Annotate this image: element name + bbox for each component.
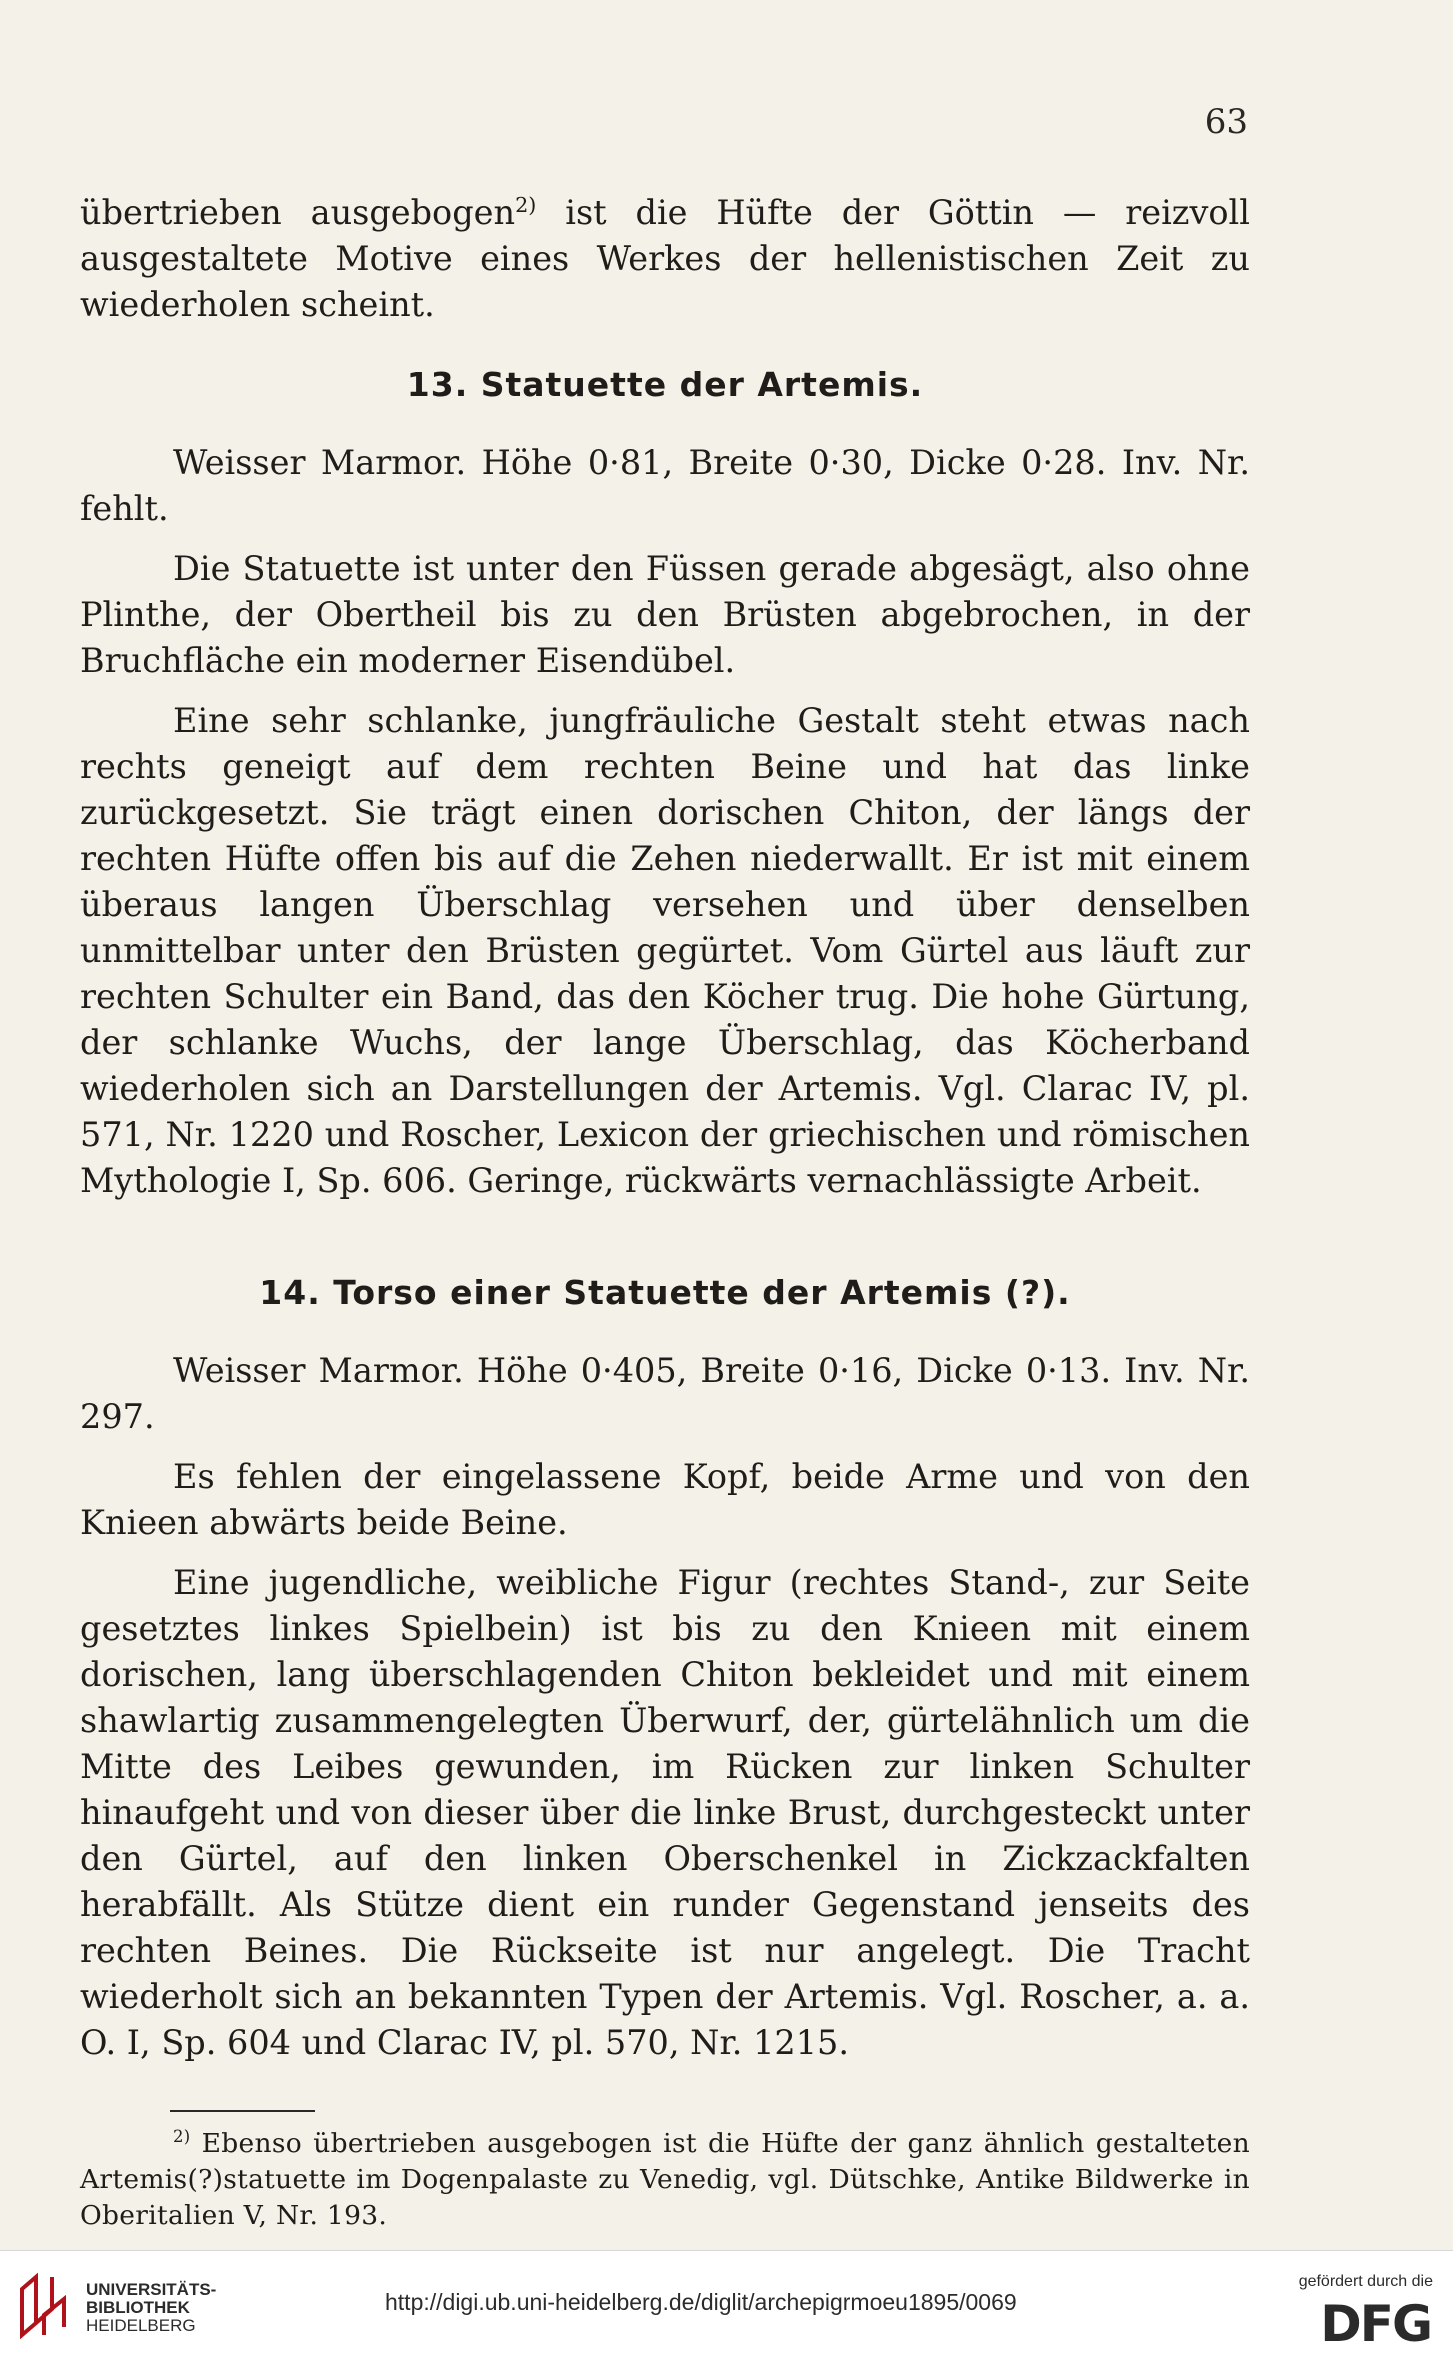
footnote-rule (170, 2110, 315, 2112)
footnote-reference: 2) (515, 192, 537, 217)
digitization-footer (0, 2250, 1453, 2356)
footnote-mark: 2) (173, 2127, 191, 2147)
paragraph-14-description: Eine jugendliche, weibliche Figur (rechtes Stand-, zur Seite gesetztes linkes Spielbein) ist bis zu den Knieen mit einem dorischen, lang überschlagenden Chiton bekleidet und mit einem shawlartig zusammengelegten Überwurf, der, gürtelähnlich um die Mitte des Leibes gewunden, im Rücken zur linken Schulter hinaufgeht und von dieser über die linke Brust, durchgesteckt unter den Gürtel, auf den linken Oberschenkel in Zickzackfalten herabfällt. Als Stütze dient ein runder Gegenstand jenseits des rechten Beines. Die Rückseite ist nur angelegt. Die Tracht wiederholt sich an bekannten Typen der Artemis. Vgl. Roscher, a. a. O. I, Sp. 604 und Clarac IV, pl. 570, Nr. 1215. (80, 1563, 1250, 2062)
paragraph-text: übertrieben ausgebogen (80, 193, 516, 232)
paragraph-14-condition: Es fehlen der eingelassene Kopf, beide Arme und von den Knieen abwärts beide Beine. (80, 1457, 1250, 1542)
footnote (80, 2126, 1250, 2234)
paragraph-continuation (80, 190, 1250, 328)
permalink-url[interactable]: http://digi.ub.uni-heidelberg.de/diglit/archepigrmoeu1895/0069 (385, 2289, 1017, 2315)
paragraph-13-condition: Die Statuette ist unter den Füssen gerade abgesägt, also ohne Plinthe, der Obertheil bis zu den Brüsten abgebrochen, in der Bruchfläche ein moderner Eisendübel. (80, 549, 1250, 680)
paragraph-text: ist die Hüfte der Göttin — reizvoll ausgestaltete Motive eines Werkes der hellenistischen Zeit zu wiederholen scheint. (80, 193, 1250, 324)
page-number: 63 (1204, 102, 1248, 142)
library-logo-icon (14, 2269, 74, 2341)
footnote-text: Ebenso übertrieben ausgebogen ist die Hüfte der ganz ähnlich gestalteten Artemis(?)statuette im Dogenpalaste zu Venedig, vgl. Dütschke, Antike Bildwerke in Oberitalien V, Nr. 193. (80, 2128, 1250, 2231)
funding-note: gefördert durch die (1298, 2273, 1433, 2290)
paragraph-13-description: Eine sehr schlanke, jungfräuliche Gestalt steht etwas nach rechts geneigt auf dem rechten Beine und hat das linke zurückgesetzt. Sie trägt einen dorischen Chiton, der längs der rechten Hüfte offen bis auf die Zehen niederwallt. Er ist mit einem überaus langen Überschlag versehen und über denselben unmittelbar unter den Brüsten gegürtet. Vom Gürtel aus läuft zur rechten Schulter ein Band, das den Köcher trug. Die hohe Gürtung, der schlanke Wuchs, der lange Überschlag, das Köcherband wiederholen sich an Darstellungen der Artemis. Vgl. Clarac IV, pl. 571, Nr. 1220 und Roscher, Lexicon der griechischen und römischen Mythologie I, Sp. 606. Geringe, rückwärts vernachlässigte Arbeit. (80, 701, 1250, 1200)
section-heading-14: 14. Torso einer Statuette der Artemis (?). (259, 1273, 1071, 1312)
section-heading-13: 13. Statuette der Artemis. (406, 365, 924, 404)
page-body (80, 190, 1250, 2234)
material-line-14: Weisser Marmor. Höhe 0·405, Breite 0·16, Dicke 0·13. Inv. Nr. 297. (80, 1351, 1250, 1436)
dfg-logo: DFG (1320, 2295, 1431, 2353)
library-name: UNIVERSITÄTS- BIBLIOTHEK HEIDELBERG (86, 2280, 217, 2335)
material-line-13: Weisser Marmor. Höhe 0·81, Breite 0·30, Dicke 0·28. Inv. Nr. fehlt. (80, 443, 1250, 528)
